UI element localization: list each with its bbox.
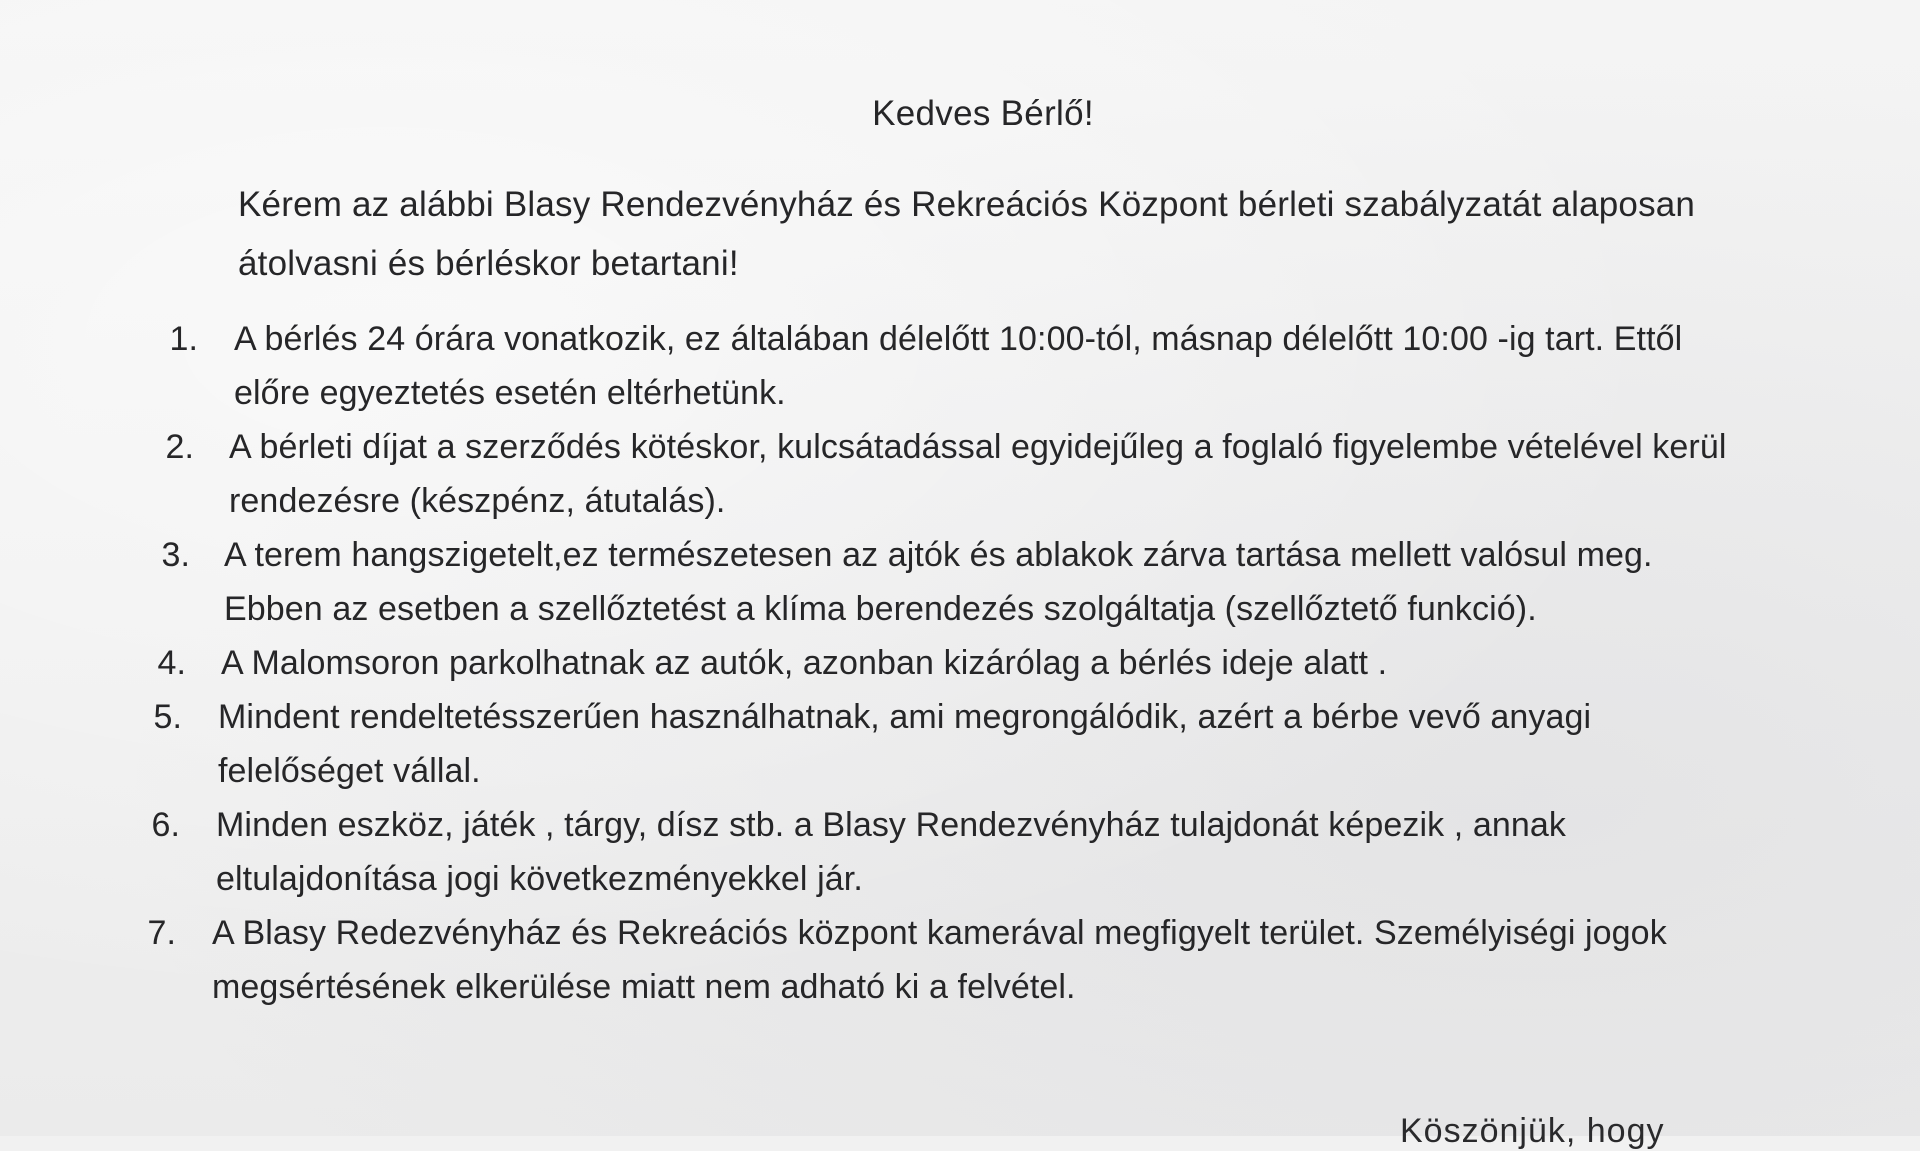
rule-number: 5.	[153, 698, 182, 736]
rule-text: Mindent rendeltetésszerűen használhatnak, ami megrongálódik, azért a bérbe vevő anyagi felelőséget vállal.	[218, 698, 1592, 790]
rule-number: 1.	[169, 320, 198, 358]
greeting-heading: Kedves Bérlő!	[872, 94, 1094, 133]
rule-text: A Malomsoron parkolhatnak az autók, azonban kizárólag a bérlés ideje alatt .	[221, 644, 1388, 682]
rule-text: A terem hangszigetelt,ez természetesen az ajtók és ablakok zárva tartása mellett valósul meg. Ebben az esetben a szellőztetést a klíma berendezés szolgáltatja (szellőztető funkció).	[224, 536, 1653, 628]
rule-item	[0, 798, 1920, 906]
closing-fragment: Köszönjük, hogy	[1400, 1112, 1665, 1150]
rule-text: A bérlés 24 órára vonatkozik, ez általában délelőtt 10:00-tól, másnap délelőtt 10:00 -ig tart. Ettől előre egyeztetés esetén eltérhetünk.	[234, 320, 1683, 412]
rule-text: Minden eszköz, játék , tárgy, dísz stb. a Blasy Rendezvényház tulajdonát képezik , annak eltulajdonítása jogi következményekkel jár.	[216, 806, 1567, 898]
rule-text: A bérleti díjat a szerződés kötéskor, kulcsátadással egyidejűleg a foglaló figyelembe vételével kerül rendezésre (készpénz, átutalás).	[229, 428, 1727, 520]
rule-number: 6.	[151, 806, 180, 844]
rule-number: 3.	[161, 536, 190, 574]
rule-number: 2.	[165, 428, 194, 466]
rule-number: 4.	[157, 644, 186, 682]
rules-list	[0, 312, 1920, 1014]
rule-item	[0, 636, 1920, 690]
intro-paragraph: Kérem az alábbi Blasy Rendezvényház és Rekreációs Központ bérleti szabályzatát alaposan átolvasni és bérléskor betartani!	[238, 185, 1696, 283]
rule-item	[0, 312, 1920, 420]
rule-item	[0, 420, 1920, 528]
rule-item	[0, 690, 1920, 798]
rule-text: A Blasy Redezvényház és Rekreációs központ kamerával megfigyelt terület. Személyiségi jogok megsértésének elkerülése miatt nem adható ki a felvétel.	[212, 914, 1667, 1006]
rule-item	[0, 906, 1920, 1014]
rule-item	[0, 528, 1920, 636]
rule-number: 7.	[147, 914, 176, 952]
